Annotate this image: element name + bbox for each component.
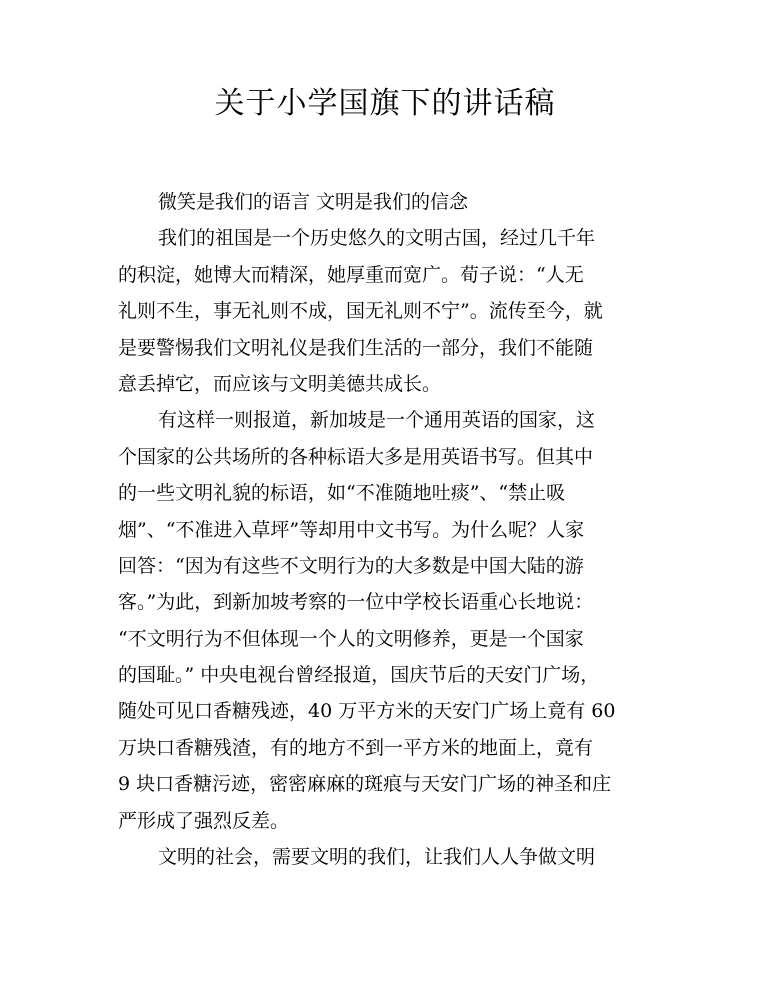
body-line: 的国耻。” 中央电视台曾经报道，国庆节后的天安门广场， (118, 664, 600, 687)
body-line: 微笑是我们的语言 文明是我们的信念 (158, 191, 469, 213)
body-line: 的一些文明礼貌的标语，如“不准随地吐痰”、“禁止吸 (118, 482, 566, 505)
body-line: 随处可见口香糖残迹，40 万平方米的天安门广场上竟有 60 (118, 700, 616, 723)
document-title: 关于小学国旗下的讲话稿 (214, 86, 556, 121)
body-line: 意丢掉它，而应该与文明美德共成长。 (118, 372, 442, 395)
body-line: 个国家的公共场所的各种标语大多是用英语书写。但其中 (118, 445, 594, 468)
document-body (118, 184, 658, 875)
body-line: 是要警惕我们文明礼仪是我们生活的一部分，我们不能随 (118, 336, 594, 359)
body-line: 9 块口香糖污迹，密密麻麻的斑痕与天安门广场的神圣和庄 (118, 773, 612, 796)
body-line: 万块口香糖残渣，有的地方不到一平方米的地面上，竟有 (118, 736, 594, 759)
body-line: 回答：“因为有这些不文明行为的大多数是中国大陆的游 (118, 554, 584, 577)
body-line: 客。”为此，到新加坡考察的一位中学校长语重心长地说： (118, 591, 594, 614)
body-line: 文明的社会，需要文明的我们，让我们人人争做文明 (158, 846, 596, 869)
body-line: 烟”、“不准进入草坪”等却用中文书写。为什么呢？人家 (118, 518, 585, 541)
body-line: 严形成了强烈反差。 (118, 809, 290, 832)
body-line: 我们的祖国是一个历史悠久的文明古国，经过几千年 (158, 227, 596, 250)
body-line: 礼则不生，事无礼则不成，国无礼则不宁”。流传至今，就 (118, 300, 603, 323)
body-line: “不文明行为不但体现一个人的文明修养，更是一个国家 (118, 627, 584, 650)
body-line: 的积淀，她博大而精深，她厚重而宽广。荀子说：“人无 (118, 263, 584, 286)
body-line: 有这样一则报道，新加坡是一个通用英语的国家，这 (158, 409, 596, 432)
